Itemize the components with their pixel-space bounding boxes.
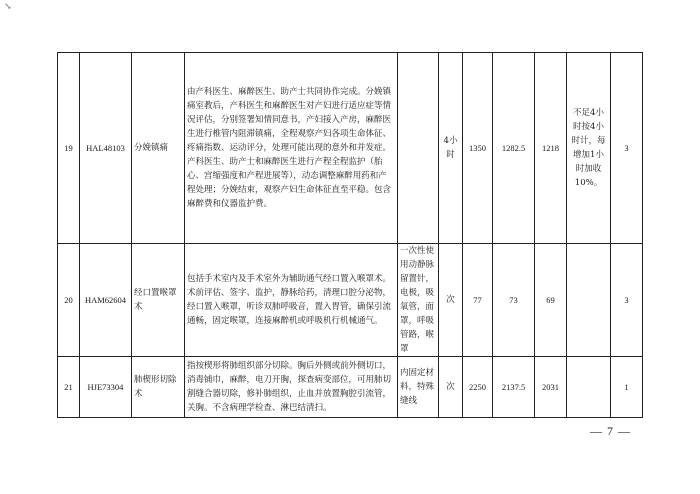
price-tier-1: 2250 xyxy=(463,357,493,418)
item-note xyxy=(567,244,611,357)
item-code: HAM62604 xyxy=(80,244,132,357)
item-code: HJE73304 xyxy=(80,357,132,418)
excluded-items xyxy=(398,53,439,244)
item-content: 包括手术室内及手术室外为辅助通气经口置入喉罩术。术前评估、签字、监护，静脉给药，清理口腔分泌物，经口置入喉罩，听诊双肺呼吸音，置入胃管，确保引流通畅，固定喉罩，连接麻醉机或呼吸机行机械通气。 xyxy=(185,244,398,357)
row-number: 21 xyxy=(58,357,80,418)
excluded-items: 内固定材料，特殊缝线 xyxy=(398,357,439,418)
item-name: 经口置喉罩术 xyxy=(132,244,185,357)
row-number: 20 xyxy=(58,244,80,357)
price-tier-3: 69 xyxy=(535,244,567,357)
item-note: 不足4小时按4小时计，每增加1小时加收10%。 xyxy=(567,53,611,244)
table-row xyxy=(58,53,643,244)
item-content: 由产科医生、麻醉医生、助产士共同协作完成。分娩镇痛室教后，产科医生和麻醉医生对产妇进行适应症等情况评估，分别签署知情同意书，产妇接入产房，麻醉医生进行椎管内阻滞镇痛，全程观察产妇各项生命体征、疼痛指数、运动评分，处理可能出现的意外和并发症。产科医生、助产士和麻醉医生进行产程全程监护（胎心、宫缩强度和产程进展等），动态调整麻醉用药和产程处理；分娩结束，观察产妇生命体征直至平稳。包含麻醉费和仪器监护费。 xyxy=(185,53,398,244)
item-content: 指按楔形将肺组织部分切除。胸后外侧或前外侧切口，消毒铺巾，麻醉，电刀开胸，探查病变部位，可用肺切割缝合器切除，修补肺组织，止血并放置胸腔引流管，关胸。不含病理学检查、淋巴结清扫。 xyxy=(185,357,398,418)
price-tier-3: 1218 xyxy=(535,53,567,244)
price-tier-3: 2031 xyxy=(535,357,567,418)
item-category: 3 xyxy=(611,244,643,357)
pricing-unit: 4小时 xyxy=(439,53,463,244)
item-code: HAL48103 xyxy=(80,53,132,244)
corner-mark: ↘ xyxy=(4,2,12,12)
page-number: — 7 — xyxy=(590,424,631,438)
item-name: 分娩镇痛 xyxy=(132,53,185,244)
item-note xyxy=(567,357,611,418)
price-tier-1: 77 xyxy=(463,244,493,357)
price-tier-1: 1350 xyxy=(463,53,493,244)
excluded-items: 一次性使用动静脉留置针，电极，吸氧管，面罩，呼吸管路，喉罩 xyxy=(398,244,439,357)
item-category: 1 xyxy=(611,357,643,418)
price-tier-2: 1282.5 xyxy=(493,53,535,244)
table-row xyxy=(58,244,643,357)
fee-schedule-table xyxy=(57,52,643,418)
item-name: 肺楔形切除术 xyxy=(132,357,185,418)
price-tier-2: 73 xyxy=(493,244,535,357)
row-number: 19 xyxy=(58,53,80,244)
item-category: 3 xyxy=(611,53,643,244)
price-tier-2: 2137.5 xyxy=(493,357,535,418)
pricing-unit: 次 xyxy=(439,244,463,357)
table-row xyxy=(58,357,643,418)
pricing-unit: 次 xyxy=(439,357,463,418)
